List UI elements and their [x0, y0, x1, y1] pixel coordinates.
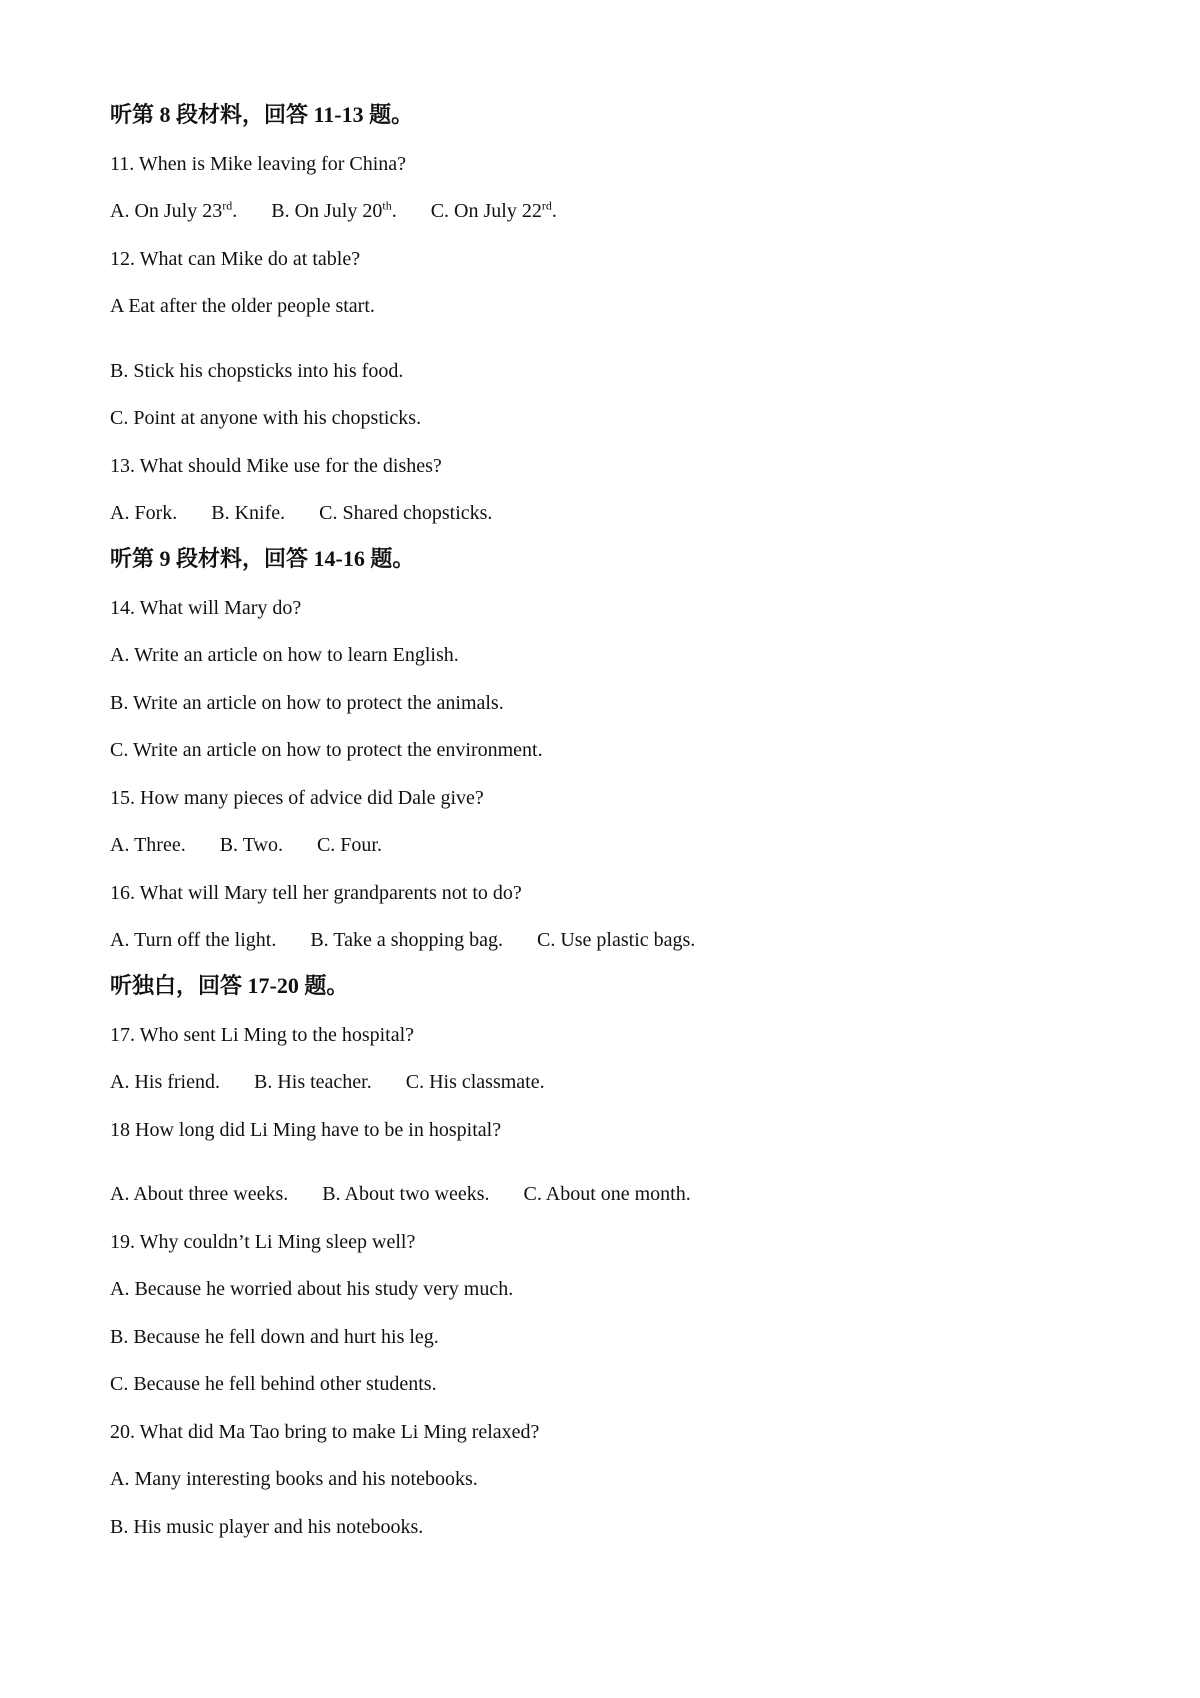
option-12-c: C. Point at anyone with his chopsticks.	[110, 407, 422, 429]
option-17-b: B. His teacher.	[253, 1071, 372, 1093]
question-13-options	[110, 501, 492, 525]
option-19-c: C. Because he fell behind other students.	[110, 1373, 437, 1395]
question-11-options	[110, 199, 557, 223]
option-18-a: A. About three weeks.	[110, 1183, 289, 1205]
option-17-c: C. His classmate.	[405, 1071, 545, 1093]
option-12-b: B. Stick his chopsticks into his food.	[110, 360, 404, 382]
option-14-c: C. Write an article on how to protect the environment.	[110, 739, 543, 761]
option-11-b: B. On July 20th.	[271, 198, 397, 222]
question-15-options	[110, 833, 382, 857]
question-17-options	[110, 1070, 545, 1094]
question-16-options	[110, 928, 695, 952]
question-16: 16. What will Mary tell her grandparents not to do?	[110, 882, 522, 904]
question-11: 11. When is Mike leaving for China?	[110, 153, 407, 175]
option-14-b: B. Write an article on how to protect the animals.	[110, 692, 504, 714]
question-13: 13. What should Mike use for the dishes?	[110, 455, 442, 477]
option-19-a: A. Because he worried about his study very much.	[110, 1278, 514, 1300]
question-14: 14. What will Mary do?	[110, 597, 302, 619]
option-15-c: C. Four.	[316, 834, 382, 856]
question-17: 17. Who sent Li Ming to the hospital?	[110, 1024, 415, 1046]
option-18-c: C. About one month.	[523, 1183, 691, 1205]
option-17-a: A. His friend.	[110, 1071, 220, 1093]
option-16-c: C. Use plastic bags.	[536, 929, 696, 951]
option-13-c: C. Shared chopsticks.	[319, 502, 493, 524]
option-11-a: A. On July 23rd.	[110, 198, 238, 222]
option-11-c: C. On July 22rd.	[430, 198, 557, 222]
option-15-b: B. Two.	[219, 834, 283, 856]
monologue-heading: 听独白，回答 17-20 题。	[110, 973, 349, 998]
option-14-a: A. Write an article on how to learn English.	[110, 644, 459, 666]
option-16-a: A. Turn off the light.	[110, 929, 277, 951]
question-20: 20. What did Ma Tao bring to make Li Ming relaxed?	[110, 1421, 540, 1443]
question-18-options	[110, 1182, 691, 1206]
question-19: 19. Why couldn’t Li Ming sleep well?	[110, 1231, 416, 1253]
section-8-heading: 听第 8 段材料，回答 11-13 题。	[110, 102, 414, 127]
option-18-b: B. About two weeks.	[322, 1183, 490, 1205]
question-12: 12. What can Mike do at table?	[110, 248, 361, 270]
option-16-b: B. Take a shopping bag.	[310, 929, 503, 951]
question-15: 15. How many pieces of advice did Dale give?	[110, 787, 484, 809]
option-13-a: A. Fork.	[110, 502, 178, 524]
option-19-b: B. Because he fell down and hurt his leg.	[110, 1326, 439, 1348]
option-12-a: A Eat after the older people start.	[110, 295, 375, 317]
option-15-a: A. Three.	[110, 834, 186, 856]
option-20-a: A. Many interesting books and his notebooks.	[110, 1468, 478, 1490]
option-13-b: B. Knife.	[211, 502, 286, 524]
option-20-b: B. His music player and his notebooks.	[110, 1516, 424, 1538]
section-9-heading: 听第 9 段材料，回答 14-16 题。	[110, 546, 415, 571]
question-18: 18 How long did Li Ming have to be in hospital?	[110, 1119, 502, 1141]
